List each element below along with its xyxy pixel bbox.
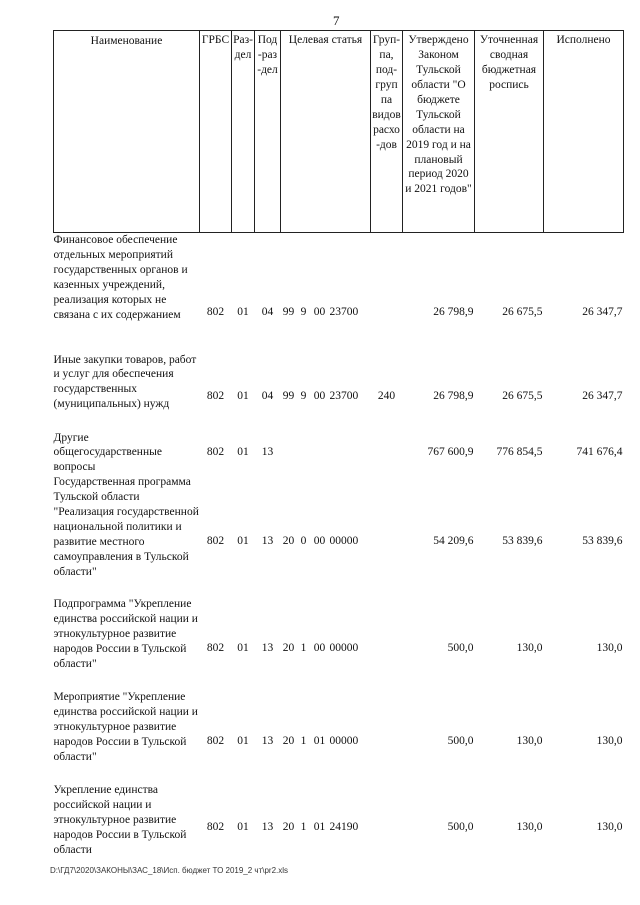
row-refined: 26 675,5 <box>502 306 543 319</box>
row-refined: 130,0 <box>516 820 543 833</box>
header-podrazdel: Под-раз-дел <box>255 31 281 233</box>
row-grbs: 802 <box>206 446 225 459</box>
row-podrazdel: 13 <box>261 735 274 748</box>
row-name: Укрепление единства российской нации и этнокультурное развитие народов России в Тульской области <box>53 784 187 857</box>
row-target-2: 1 <box>300 735 307 748</box>
header-grbs: ГРБС <box>200 31 232 233</box>
row-target-3: 01 <box>313 820 326 833</box>
table-row <box>54 233 624 353</box>
row-podrazdel: 04 <box>261 306 274 319</box>
row-refined: 26 675,5 <box>502 390 543 403</box>
header-expense-group: Груп-па, под-груп па видов расхо-дов <box>371 31 403 233</box>
row-executed: 26 347,7 <box>582 390 623 403</box>
table-row <box>54 597 624 690</box>
row-executed: 26 347,7 <box>582 306 623 319</box>
row-executed: 130,0 <box>596 820 623 833</box>
row-razdel: 01 <box>237 534 249 547</box>
row-expense-group: 240 <box>377 390 396 403</box>
row-name: Подпрограмма "Укрепление единства российской нации и этнокультурное развитие народов России в Тульской области" <box>53 598 198 671</box>
row-target-4 <box>329 431 371 476</box>
row-expense-group <box>371 597 403 690</box>
row-razdel: 01 <box>237 446 249 459</box>
row-executed: 130,0 <box>596 642 623 655</box>
row-approved: 500,0 <box>447 735 474 748</box>
row-grbs: 802 <box>206 534 225 547</box>
row-target-3: 00 <box>313 642 326 655</box>
row-grbs: 802 <box>206 390 225 403</box>
row-expense-group <box>371 431 403 476</box>
row-podrazdel: 13 <box>261 820 274 833</box>
row-razdel: 01 <box>237 735 249 748</box>
row-expense-group <box>371 475 403 597</box>
row-target-1: 20 <box>282 735 295 748</box>
row-target-1: 20 <box>282 642 295 655</box>
table-row <box>54 475 624 597</box>
row-razdel: 01 <box>237 306 249 319</box>
row-approved: 26 798,9 <box>433 390 474 403</box>
header-target-article: Целевая статья <box>281 31 371 233</box>
row-target-4: 24190 <box>329 820 359 833</box>
row-executed: 741 676,4 <box>576 446 623 459</box>
header-razdel: Раз-дел <box>232 31 255 233</box>
row-target-2: 9 <box>300 390 307 403</box>
budget-table <box>53 30 624 861</box>
table-body <box>54 233 624 862</box>
row-refined: 130,0 <box>516 735 543 748</box>
row-target-3: 01 <box>313 735 326 748</box>
table-row <box>54 783 624 861</box>
row-podrazdel: 13 <box>261 642 274 655</box>
row-grbs: 802 <box>206 642 225 655</box>
row-razdel: 01 <box>237 642 249 655</box>
row-name: Финансовое обеспечение отдельных мероприятий государственных органов и казенных учреждений, реализация которых не связана с их содержанием <box>53 234 188 321</box>
row-target-3: 00 <box>313 306 326 319</box>
table-row <box>54 353 624 431</box>
file-path-footer: D:\ГД7\2020\ЗАКОНЫ\ЗАС_18\Исп. бюджет ТО 2019_2 чт\pr2.xls <box>50 866 289 875</box>
row-approved: 26 798,9 <box>433 306 474 319</box>
row-approved: 500,0 <box>447 820 474 833</box>
row-podrazdel: 13 <box>261 446 274 459</box>
row-expense-group <box>371 233 403 353</box>
row-target-1: 99 <box>282 390 295 403</box>
row-target-4: 23700 <box>329 306 359 319</box>
header-name: Наименование <box>54 31 200 233</box>
table-header-row <box>54 31 624 233</box>
row-target-4: 00000 <box>329 534 359 547</box>
row-name: Другие общегосударственные вопросы <box>53 431 162 474</box>
row-podrazdel: 04 <box>261 390 274 403</box>
row-razdel: 01 <box>237 390 249 403</box>
row-podrazdel: 13 <box>261 534 274 547</box>
header-refined: Уточненная сводная бюджетная роспись <box>475 31 544 233</box>
row-refined: 776 854,5 <box>496 446 543 459</box>
header-approved: Утверждено Законом Тульской области "О бюджете Тульской области на 2019 год и на плановый период 2020 и 2021 годов" <box>403 31 475 233</box>
row-target-1: 99 <box>282 306 295 319</box>
row-executed: 130,0 <box>596 735 623 748</box>
row-target-1 <box>281 431 297 476</box>
row-target-1: 20 <box>282 534 295 547</box>
row-expense-group <box>371 690 403 783</box>
row-target-3: 00 <box>313 390 326 403</box>
row-target-2: 0 <box>300 534 307 547</box>
row-expense-group <box>371 783 403 861</box>
row-target-2: 9 <box>300 306 307 319</box>
table-row <box>54 690 624 783</box>
row-target-4: 23700 <box>329 390 359 403</box>
header-executed: Исполнено <box>544 31 624 233</box>
row-target-3 <box>311 431 329 476</box>
row-name: Иные закупки товаров, работ и услуг для обеспечения государственных (муниципальных) нужд <box>53 353 197 411</box>
row-refined: 53 839,6 <box>502 534 543 547</box>
row-name: Мероприятие "Укрепление единства российской нации и этнокультурное развитие народов России в Тульской области" <box>53 691 198 764</box>
page-number: 7 <box>333 13 340 28</box>
row-approved: 500,0 <box>447 642 474 655</box>
row-grbs: 802 <box>206 820 225 833</box>
row-target-4: 00000 <box>329 735 359 748</box>
row-approved: 767 600,9 <box>427 446 474 459</box>
row-grbs: 802 <box>206 735 225 748</box>
row-target-3: 00 <box>313 534 326 547</box>
table-row <box>54 431 624 476</box>
row-razdel: 01 <box>237 820 249 833</box>
row-executed: 53 839,6 <box>582 534 623 547</box>
row-grbs: 802 <box>206 306 225 319</box>
row-name: Государственная программа Тульской области "Реализация государственной национальной политики и развитие местного самоуправления в Тульской области" <box>53 476 199 578</box>
row-target-2: 1 <box>300 820 307 833</box>
row-refined: 130,0 <box>516 642 543 655</box>
row-target-2: 1 <box>300 642 307 655</box>
row-approved: 54 209,6 <box>433 534 474 547</box>
row-target-2 <box>297 431 311 476</box>
row-target-4: 00000 <box>329 642 359 655</box>
row-target-1: 20 <box>282 820 295 833</box>
